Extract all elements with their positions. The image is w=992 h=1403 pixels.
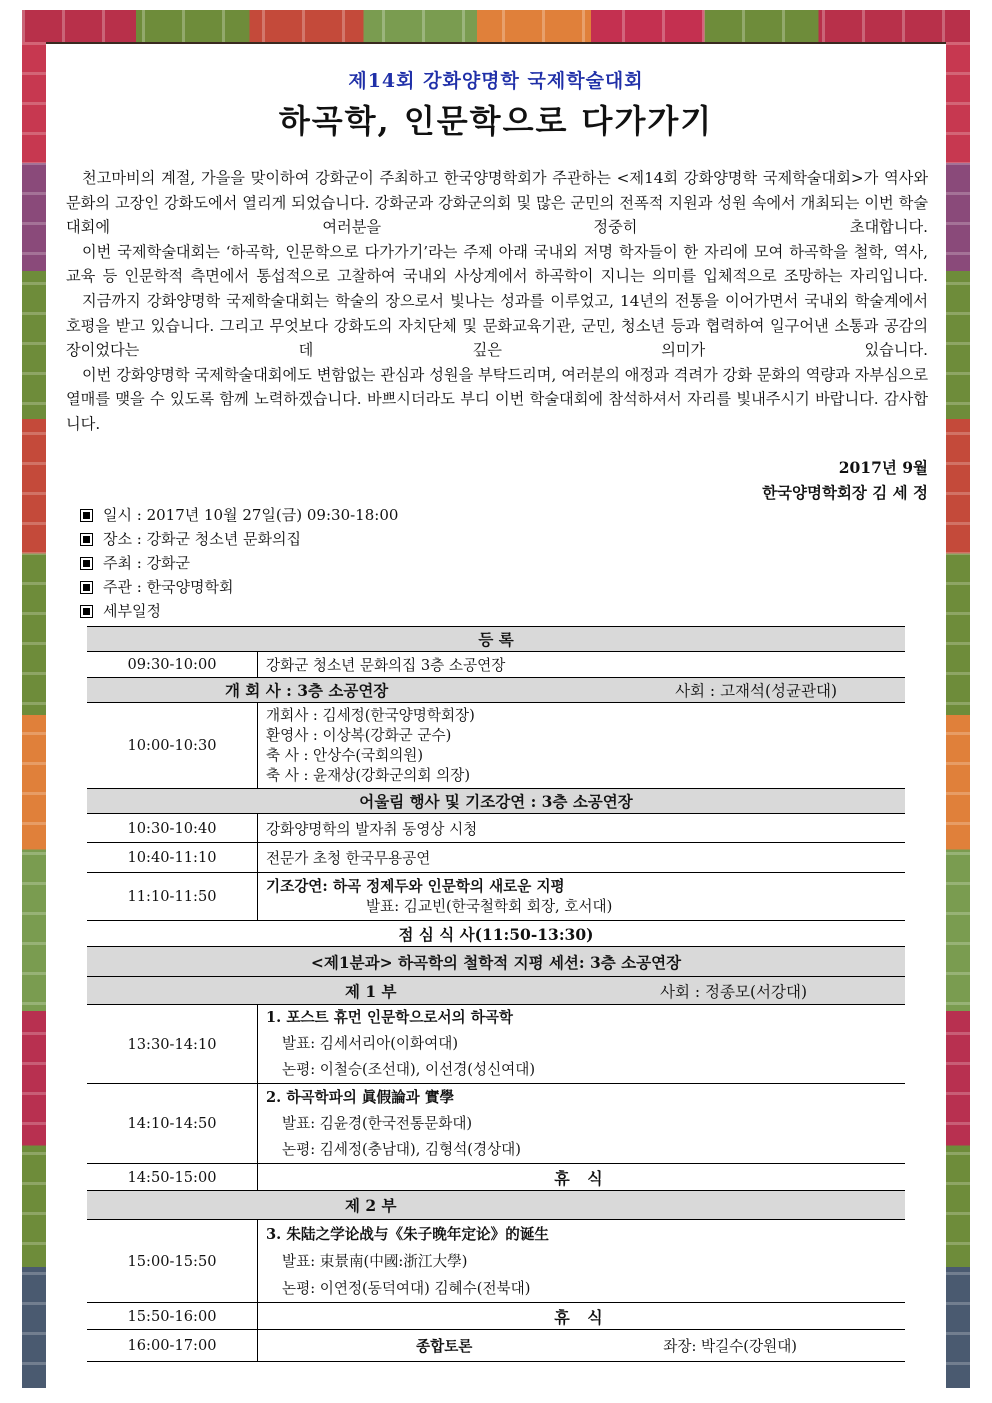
time-cell: 09:30-10:00 — [87, 652, 258, 678]
paragraph: 이번 국제학술대회는 ‘하곡학, 인문학으로 다가가기’라는 주제 아래 국내외 저명 학자들이 한 자리에 모여 하곡학을 철학, 역사, 교육 등 인문학적 측면에서 통섭적으로 고찰하여 국내외 사상계에서 하곡학이 지니는 의미를 입체적으로 조망하는 자리입니다. — [66, 242, 928, 286]
content-cell: 기조강연: 하곡 정제두와 인문학의 새로운 지평 발표: 김교빈(한국철학회 회장, 호서대) — [258, 873, 906, 921]
content-cell: 2. 하곡학파의 眞假論과 實學 발표: 김윤경(한국전통문화대) 논평: 김세정(충남대), 김형석(경상대) — [258, 1084, 906, 1164]
content-cell: 개회사 : 김세정(한국양명학회장) 환영사 : 이상복(강화군 군수) 축 사 : 안상수(국회의원) 축 사 : 윤재상(강화군의회 의장) — [258, 703, 906, 789]
time-cell: 16:00-17:00 — [87, 1330, 258, 1362]
schedule-table — [87, 626, 905, 1362]
lunch-header: 점 심 식 사(11:50-13:30) — [87, 921, 905, 947]
bullet-square-icon — [80, 605, 93, 618]
opening-header: 개 회 사 : 3층 소공연장 사회 : 고재석(성균관대) — [87, 678, 905, 703]
paragraph: 천고마비의 계절, 가을을 맞이하여 강화군이 주최하고 한국양명학회가 주관하는 <제14회 강화양명학 국제학술대회>가 역사와 문화의 고장인 강화도에서 열리게 되었습니다. 강화군과 강화군의회 및 많은 군민의 전폭적 지원과 성원 속에서 개최되는 이번 학술대회에 여러분을 정중히 초대합니다. — [66, 169, 928, 237]
time-cell: 10:30-10:40 — [87, 814, 258, 843]
session-header: <제1분과> 하곡학의 철학적 지평 세션: 3층 소공연장 — [87, 947, 905, 977]
time-cell: 13:30-14:10 — [87, 1005, 258, 1084]
event-subtitle: 제14회 강화양명학 국제학술대회 — [348, 70, 644, 92]
bullet-square-icon — [80, 533, 93, 546]
right-decorative-border — [946, 42, 970, 1388]
top-decorative-border — [22, 10, 970, 44]
content-cell: 1. 포스트 휴먼 인문학으로서의 하곡학 발표: 김세서리아(이화여대) 논평: 이철승(조선대), 이선경(성신여대) — [258, 1005, 906, 1084]
bullet-square-icon — [80, 581, 93, 594]
bullet-square-icon — [80, 557, 93, 570]
paragraph: 이번 강화양명학 국제학술대회에도 변함없는 관심과 성원을 부탁드리며, 여러분의 애정과 격려가 강화 문화의 역량과 자부심으로 열매를 맺을 수 있도록 함께 노력하겠습니다. 바쁘시더라도 부디 이번 학술대회에 참석하셔서 자리를 빛내주시기 바랍니다. 감사합니다. — [66, 365, 928, 433]
time-cell: 10:40-11:10 — [87, 843, 258, 873]
event-info-list — [80, 503, 398, 623]
time-cell: 15:50-16:00 — [87, 1303, 258, 1330]
time-cell: 14:10-14:50 — [87, 1084, 258, 1164]
registration-header: 등 록 — [87, 627, 905, 652]
time-cell: 14:50-15:00 — [87, 1164, 258, 1191]
info-item: 주최 : 강화군 — [80, 551, 398, 575]
letter-signer: 한국양명학회장 김 세 정 — [762, 483, 928, 502]
break-cell: 휴 식 — [258, 1164, 906, 1191]
part1-header: 제 1 부 사회 : 정종모(서강대) — [87, 977, 905, 1005]
content-cell: 전문가 초청 한국무용공연 — [258, 843, 906, 873]
invitation-text — [66, 166, 928, 437]
bullet-square-icon — [80, 509, 93, 522]
time-cell: 11:10-11:50 — [87, 873, 258, 921]
info-item: 장소 : 강화군 청소년 문화의집 — [80, 527, 398, 551]
paragraph: 지금까지 강화양명학 국제학술대회는 학술의 장으로서 빛나는 성과를 이루었고, 14년의 전통을 이어가면서 국내외 학술계에서 호평을 받고 있습니다. 그리고 무엇보다 강화도의 자치단체 및 문화교육기관, 군민, 청소년 등과 협력하여 일구어낸 소통과 공감의 장이었다는 데 깊은 의미가 있습니다. — [66, 291, 928, 360]
break-cell: 휴 식 — [258, 1303, 906, 1330]
content-cell: 강화양명학의 발자취 동영상 시청 — [258, 814, 906, 843]
content-cell: 종합토론 좌장: 박길수(강원대) — [258, 1330, 906, 1362]
part2-header: 제 2 부 — [87, 1191, 905, 1220]
info-item: 일시 : 2017년 10월 27일(금) 09:30-18:00 — [80, 503, 398, 527]
time-cell: 10:00-10:30 — [87, 703, 258, 789]
time-cell: 15:00-15:50 — [87, 1220, 258, 1303]
info-item: 세부일정 — [80, 599, 398, 623]
event-title: 하곡학, 인문학으로 다가가기 — [278, 102, 714, 140]
content-cell: 3. 朱陆之学论战与《朱子晚年定论》的诞生 발표: 束景南(中國:浙江大學) 논평: 이연정(동덕여대) 김혜수(전북대) — [258, 1220, 906, 1303]
info-item: 주관 : 한국양명학회 — [80, 575, 398, 599]
event-header: 어울림 행사 및 기조강연 : 3층 소공연장 — [87, 789, 905, 814]
content-cell: 강화군 청소년 문화의집 3층 소공연장 — [258, 652, 906, 678]
left-decorative-border — [22, 42, 46, 1388]
letter-date: 2017년 9월 — [838, 458, 928, 477]
